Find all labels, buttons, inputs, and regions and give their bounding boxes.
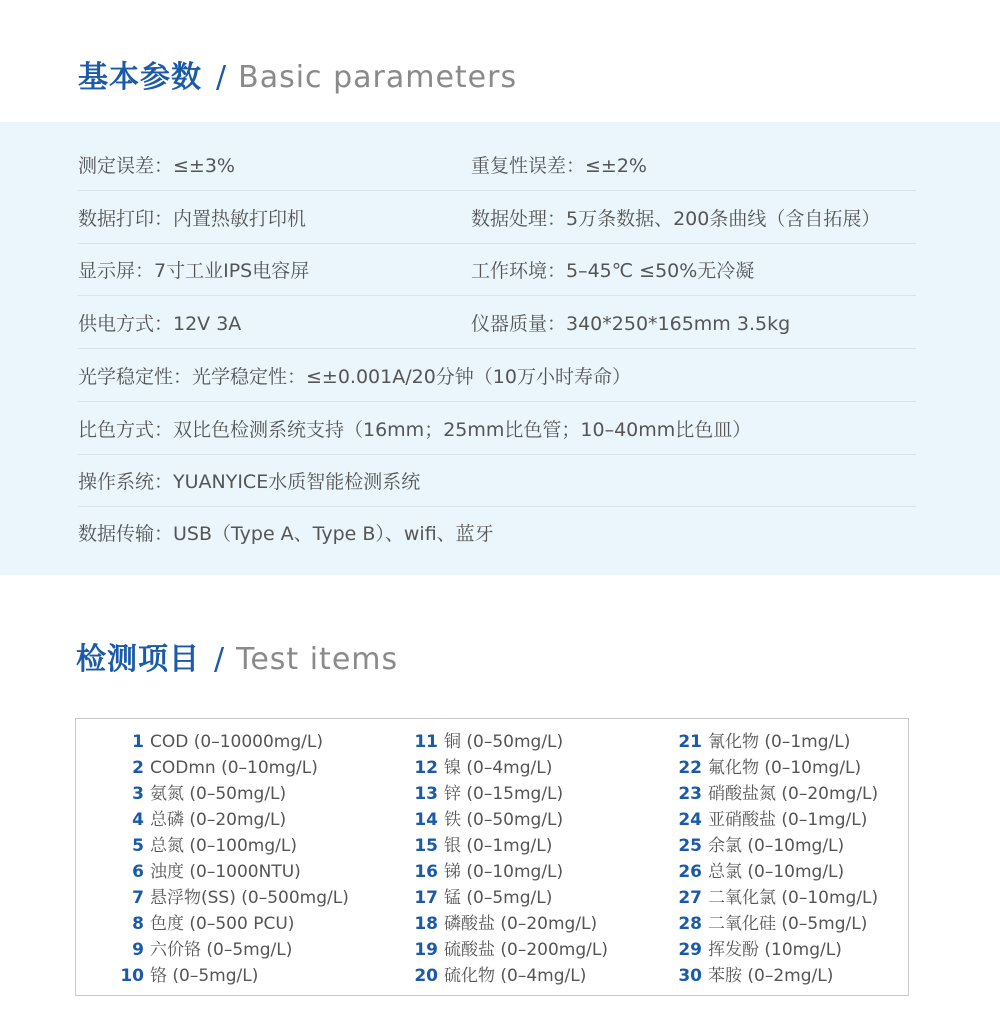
param-data-processing: 数据处理：5万条数据、200条曲线（含自拓展）	[471, 207, 881, 230]
test-item	[118, 729, 349, 755]
test-item-label: 苯胺 (0–2mg/L)	[708, 966, 834, 986]
test-item-number: 23	[678, 784, 702, 804]
test-item	[406, 833, 608, 859]
param-row	[78, 506, 916, 558]
test-item-number: 3	[132, 784, 144, 804]
test-items-column-3	[670, 729, 878, 989]
test-item-label: 二氧化硅 (0–5mg/L)	[708, 914, 868, 934]
test-item-label: 硫化物 (0–4mg/L)	[444, 966, 587, 986]
param-repeatability-error: 重复性误差：≤±2%	[471, 154, 647, 177]
test-item-label: 总氯 (0–10mg/L)	[708, 862, 845, 882]
test-item-label: 磷酸盐 (0–20mg/L)	[444, 914, 598, 934]
test-item-number: 26	[678, 862, 702, 882]
test-item-label: COD (0–10000mg/L)	[150, 732, 323, 752]
test-items-column-1	[118, 729, 349, 989]
test-item-label: 氟化物 (0–10mg/L)	[708, 758, 862, 778]
test-item-label: 六价铬 (0–5mg/L)	[150, 940, 293, 960]
test-item-number: 17	[414, 888, 438, 908]
test-item-number: 13	[414, 784, 438, 804]
test-item-number: 25	[678, 836, 702, 856]
parameters-panel	[0, 122, 1000, 575]
test-item-number: 22	[678, 758, 702, 778]
test-item-label: 锰 (0–5mg/L)	[444, 888, 553, 908]
param-row	[78, 191, 916, 244]
test-item-label: 二氧化氯 (0–10mg/L)	[708, 888, 879, 908]
test-title-zh: 检测项目	[76, 642, 200, 677]
test-item	[118, 963, 349, 989]
param-row	[78, 243, 916, 296]
test-item	[118, 885, 349, 911]
test-item	[670, 937, 878, 963]
test-item-label: 锑 (0–10mg/L)	[444, 862, 564, 882]
test-item	[118, 755, 349, 781]
test-item-label: 悬浮物(SS) (0–500mg/L)	[150, 888, 349, 908]
test-item	[406, 781, 608, 807]
test-item	[406, 729, 608, 755]
test-item-label: 镍 (0–4mg/L)	[444, 758, 553, 778]
param-measurement-error: 测定误差：≤±3%	[78, 154, 235, 177]
test-item-number: 2	[132, 758, 144, 778]
test-item-number: 9	[132, 940, 144, 960]
basic-title-slash: /	[216, 60, 227, 95]
test-item-number: 7	[132, 888, 144, 908]
test-item-number: 16	[414, 862, 438, 882]
test-item-label: 铁 (0–50mg/L)	[444, 810, 564, 830]
test-item-label: 总磷 (0–20mg/L)	[150, 810, 287, 830]
test-item	[406, 885, 608, 911]
test-title-slash: /	[214, 642, 225, 677]
param-row	[78, 296, 916, 349]
test-items-box	[75, 718, 909, 996]
param-data-printing: 数据打印：内置热敏打印机	[78, 207, 307, 230]
test-items-column-2	[406, 729, 608, 989]
test-item-number: 11	[414, 732, 438, 752]
test-item-number: 29	[678, 940, 702, 960]
test-item	[670, 755, 878, 781]
param-instrument-weight: 仪器质量：340*250*165mm 3.5kg	[471, 312, 791, 335]
test-item	[118, 859, 349, 885]
test-item-label: 硫酸盐 (0–200mg/L)	[444, 940, 608, 960]
test-item-number: 12	[414, 758, 438, 778]
param-working-environment: 工作环境：5–45℃ ≤50%无冷凝	[471, 259, 755, 282]
test-item	[406, 807, 608, 833]
test-item-number: 18	[414, 914, 438, 934]
test-item-number: 10	[120, 966, 144, 986]
test-item	[670, 833, 878, 859]
test-item	[406, 859, 608, 885]
test-item-number: 1	[132, 732, 144, 752]
test-item	[670, 729, 878, 755]
test-item-label: 浊度 (0–1000NTU)	[150, 862, 301, 882]
test-item-number: 28	[678, 914, 702, 934]
test-item-label: 氰化物 (0–1mg/L)	[708, 732, 851, 752]
test-item-number: 15	[414, 836, 438, 856]
test-item-label: 色度 (0–500 PCU)	[150, 914, 295, 934]
test-item	[670, 807, 878, 833]
test-item	[670, 963, 878, 989]
test-item	[118, 807, 349, 833]
test-item	[406, 755, 608, 781]
param-row	[78, 402, 916, 455]
test-item-number: 4	[132, 810, 144, 830]
test-item	[118, 911, 349, 937]
param-data-transmission: 数据传输：USB（Type A、Type B）、wifi、蓝牙	[78, 522, 494, 545]
param-row	[78, 349, 916, 402]
test-item-number: 27	[678, 888, 702, 908]
param-optical-stability: 光学稳定性：光学稳定性：≤±0.001A/20分钟（10万小时寿命）	[78, 365, 631, 388]
test-item	[406, 937, 608, 963]
test-items-title	[76, 642, 398, 678]
test-item-label: 铬 (0–5mg/L)	[150, 966, 259, 986]
test-item-label: 铜 (0–50mg/L)	[444, 732, 564, 752]
basic-title-zh: 基本参数	[78, 60, 202, 95]
param-colorimetric-method: 比色方式：双比色检测系统支持（16mm；25mm比色管；10–40mm比色皿）	[78, 418, 752, 441]
param-display: 显示屏：7寸工业IPS电容屏	[78, 259, 310, 282]
test-item-number: 5	[132, 836, 144, 856]
test-item-number: 21	[678, 732, 702, 752]
test-item	[118, 781, 349, 807]
test-item	[670, 859, 878, 885]
basic-parameters-title	[78, 60, 517, 96]
test-item-label: 锌 (0–15mg/L)	[444, 784, 564, 804]
param-power-supply: 供电方式：12V 3A	[78, 312, 242, 335]
test-item	[670, 885, 878, 911]
test-item-number: 24	[678, 810, 702, 830]
test-item-number: 20	[414, 966, 438, 986]
test-item	[406, 963, 608, 989]
test-item	[670, 911, 878, 937]
test-item-label: 总氮 (0–100mg/L)	[150, 836, 297, 856]
test-item-label: 亚硝酸盐 (0–1mg/L)	[708, 810, 868, 830]
test-item	[406, 911, 608, 937]
param-row	[78, 454, 916, 507]
test-title-en: Test items	[236, 642, 399, 677]
test-item-label: 硝酸盐氮 (0–20mg/L)	[708, 784, 879, 804]
test-item-label: 银 (0–1mg/L)	[444, 836, 553, 856]
test-item-label: CODmn (0–10mg/L)	[150, 758, 318, 778]
test-item-label: 氨氮 (0–50mg/L)	[150, 784, 287, 804]
test-item-number: 30	[678, 966, 702, 986]
test-item	[118, 833, 349, 859]
basic-title-en: Basic parameters	[238, 60, 518, 95]
test-item	[670, 781, 878, 807]
test-item-number: 14	[414, 810, 438, 830]
param-row	[78, 138, 916, 191]
test-item-number: 6	[132, 862, 144, 882]
test-item-number: 8	[132, 914, 144, 934]
test-item	[118, 937, 349, 963]
test-item-label: 余氯 (0–10mg/L)	[708, 836, 845, 856]
test-item-number: 19	[414, 940, 438, 960]
test-item-label: 挥发酚 (10mg/L)	[708, 940, 842, 960]
param-operating-system: 操作系统：YUANYICE水质智能检测系统	[78, 470, 421, 493]
